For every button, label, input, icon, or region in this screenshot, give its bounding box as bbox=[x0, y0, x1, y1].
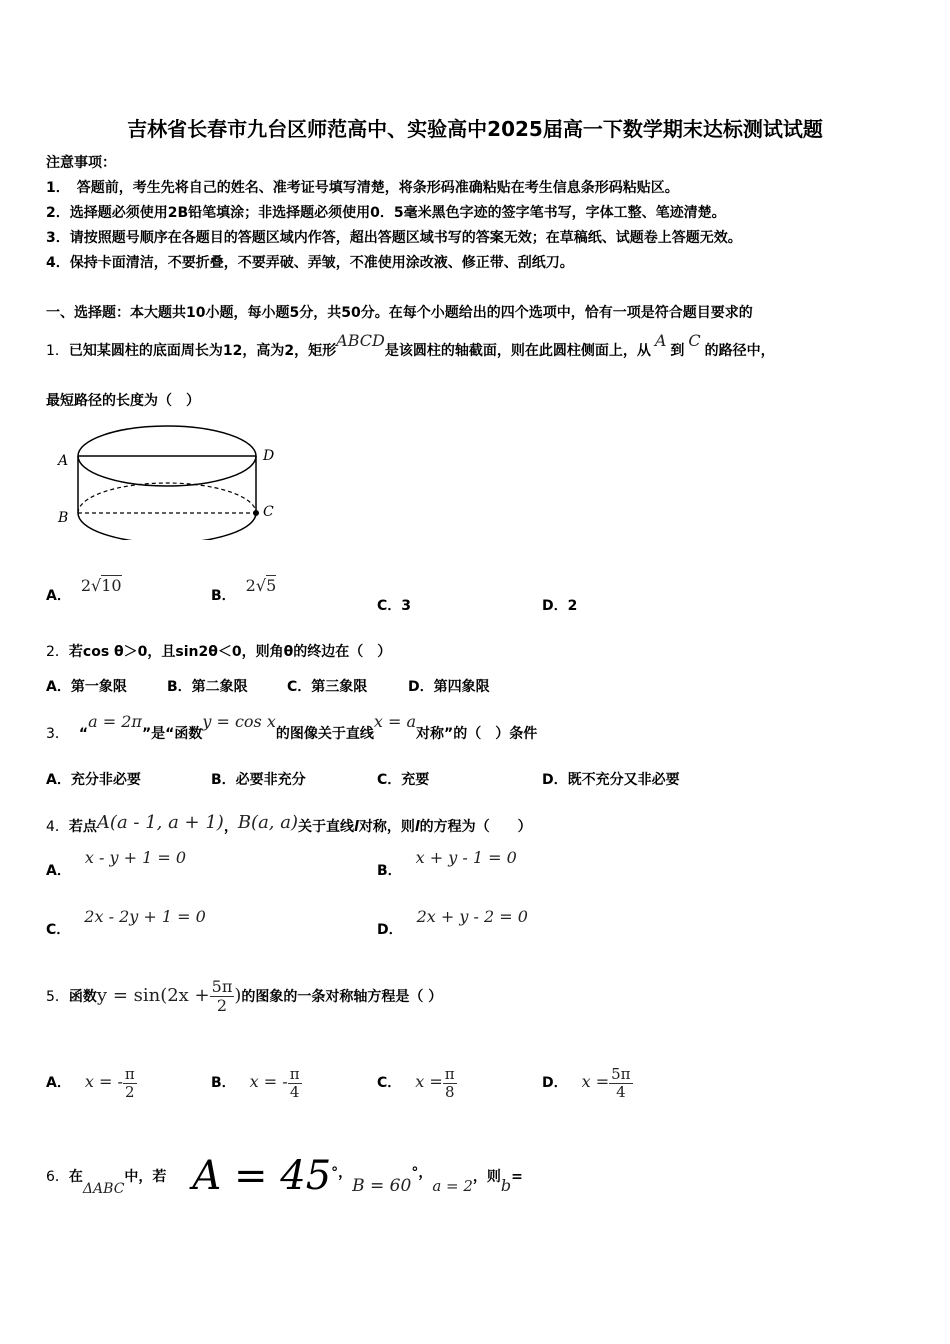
q6-math-angle-a: A = 45 bbox=[192, 1153, 332, 1199]
q3-text-3: 的图像关于直线 bbox=[275, 726, 374, 742]
q1-option-c[interactable]: C．3 bbox=[377, 598, 412, 614]
q1-option-d[interactable]: D．2 bbox=[542, 598, 578, 614]
q3-text-2: ”是“函数 bbox=[141, 726, 203, 742]
q1-line2: 最短路径的长度为（ ） bbox=[46, 393, 200, 409]
q3-option-c[interactable]: C．充要 bbox=[377, 772, 430, 788]
q5-stem bbox=[46, 978, 442, 1014]
q4-option-c-label: C． bbox=[46, 922, 71, 938]
q5-option-b-label: B． bbox=[211, 1075, 236, 1091]
q2-text: 若cos θ＞0，且sin2θ＜0，则角θ的终边在（ ） bbox=[68, 644, 392, 660]
q5-option-a[interactable]: A． x = - $\frac{\pi}{2}$ bbox=[46, 1065, 135, 1101]
q1-text-1: 已知某圆柱的底面周长为12，高为2，矩形 bbox=[68, 343, 337, 359]
q6-text-2: 中，若 bbox=[124, 1169, 167, 1185]
cylinder-bottom-back bbox=[78, 483, 256, 513]
q4-option-a-label: A． bbox=[46, 863, 71, 879]
q4-option-d-label: D． bbox=[377, 922, 403, 938]
q3-text-4: 对称”的（ ）条件 bbox=[416, 726, 538, 742]
q5-text-1: 函数 bbox=[68, 989, 97, 1006]
q4-option-b[interactable] bbox=[377, 848, 517, 880]
notice-heading: 注意事项： bbox=[46, 155, 116, 171]
q4-math-a: A(a - 1, a + 1) bbox=[96, 812, 224, 833]
q5-option-c-label: C． bbox=[377, 1075, 402, 1091]
q4-text-4: 对称，则 bbox=[358, 819, 415, 835]
notice-item-2: 2．选择题必须使用2B铅笔填涂；非选择题必须使用0．5毫米黑色字迹的签字笔书写，字体工整、笔迹清楚。 bbox=[46, 205, 726, 221]
q4-option-c[interactable] bbox=[46, 907, 206, 939]
q5-option-d[interactable]: D． x = $\frac{5\pi}{4}$ bbox=[542, 1065, 631, 1101]
q6-math-side-a: a = 2 bbox=[432, 1177, 473, 1195]
q3-option-d[interactable]: D．既不充分又非必要 bbox=[542, 772, 680, 788]
q4-text-1: 若点 bbox=[68, 819, 97, 835]
q2-number: 2． bbox=[46, 644, 69, 660]
q1-option-b-label: B． bbox=[211, 588, 236, 604]
q4-option-c-expr: 2x - 2y + 1 = 0 bbox=[84, 907, 206, 926]
q4-option-d[interactable] bbox=[377, 907, 528, 939]
q3-option-a[interactable]: A．充分非必要 bbox=[46, 772, 141, 788]
cylinder-figure bbox=[50, 420, 290, 540]
q6-number: 6． bbox=[46, 1169, 69, 1185]
q2-stem bbox=[46, 641, 391, 661]
q3-text-1: “ bbox=[78, 726, 89, 742]
q6-math-angle-b: B = 60 bbox=[352, 1176, 412, 1196]
q4-option-d-expr: 2x + y - 2 = 0 bbox=[416, 907, 528, 926]
q5-text-2: 的图象的一条对称轴方程是（ ） bbox=[241, 989, 443, 1006]
q1-math-abcd: ABCD bbox=[336, 331, 385, 350]
q4-number: 4． bbox=[46, 819, 69, 835]
label-c: C bbox=[263, 504, 274, 520]
q4-stem bbox=[46, 812, 532, 836]
notice-item-1: 1． 答题前，考生先将自己的姓名、准考证号填写清楚，将条形码准确粘贴在考生信息条形码粘贴区。 bbox=[46, 180, 679, 196]
q5-option-a-label: A． bbox=[46, 1075, 71, 1091]
q4-math-b: B(a, a) bbox=[237, 812, 299, 833]
label-d: D bbox=[263, 448, 275, 464]
q2-option-b[interactable]: B．第二象限 bbox=[167, 679, 248, 695]
sqrt-symbol: √ bbox=[91, 576, 102, 595]
q4-line-l: l bbox=[354, 819, 359, 835]
q1-math-a: A bbox=[654, 331, 667, 350]
q2-option-c[interactable]: C．第三象限 bbox=[287, 679, 368, 695]
q6-text-5: ，则 bbox=[472, 1169, 501, 1185]
sqrt-symbol: √ bbox=[255, 576, 267, 595]
cylinder-bottom-front bbox=[78, 513, 256, 540]
q1-option-a[interactable] bbox=[46, 576, 122, 605]
page-title: 吉林省长春市九台区师范高中、实验高中2025届高一下数学期末达标测试试题 bbox=[127, 117, 823, 141]
q5-option-b[interactable]: B． x = - $\frac{\pi}{4}$ bbox=[211, 1065, 300, 1101]
q1-text-2: 是该圆柱的轴截面，则在此圆柱侧面上，从 bbox=[384, 343, 651, 359]
q4-option-a[interactable] bbox=[46, 848, 186, 880]
label-b: B bbox=[58, 510, 69, 526]
q1-number: 1． bbox=[46, 343, 69, 359]
q4-option-a-expr: x - y + 1 = 0 bbox=[84, 848, 186, 867]
q6-text-3: °， bbox=[331, 1165, 353, 1181]
q2-option-a[interactable]: A．第一象限 bbox=[46, 679, 127, 695]
q4-text-3: 关于直线 bbox=[298, 819, 355, 835]
q4-text-2: ， bbox=[223, 819, 238, 835]
q5-option-d-label: D． bbox=[542, 1075, 568, 1091]
q5-number: 5． bbox=[46, 989, 69, 1006]
q4-option-b-expr: x + y - 1 = 0 bbox=[415, 848, 517, 867]
q5-math: y = sin(2x + $\frac{5\pi}{2}$ ) bbox=[96, 977, 242, 1015]
q3-math-3: x = a bbox=[373, 712, 417, 731]
q6-math-triangle: ΔABC bbox=[82, 1181, 125, 1197]
point-c-dot bbox=[253, 510, 259, 516]
label-a: A bbox=[58, 453, 69, 469]
q4-line-l-2: l bbox=[414, 819, 420, 835]
q6-math-b: b bbox=[500, 1176, 512, 1195]
q2-option-d[interactable]: D．第四象限 bbox=[408, 679, 490, 695]
section-heading: 一、选择题：本大题共10小题，每小题5分，共50分。在每个小题给出的四个选项中，恰有一项是符合题目要求的 bbox=[46, 305, 753, 321]
q6-text-1: 在 bbox=[68, 1169, 83, 1185]
q3-stem bbox=[46, 712, 538, 743]
notice-item-4: 4．保持卡面清洁，不要折叠，不要弄破、弄皱，不准使用涂改液、修正带、刮纸刀。 bbox=[46, 255, 574, 271]
q1-text-4: 的路径中， bbox=[704, 343, 775, 359]
q6-text-4: °， bbox=[411, 1165, 433, 1181]
q5-option-c[interactable]: C． x = $\frac{\pi}{8}$ bbox=[377, 1065, 455, 1101]
q3-option-b[interactable]: B．必要非充分 bbox=[211, 772, 306, 788]
q3-math-2: y = cos x bbox=[202, 712, 276, 731]
q1-text-3: 到 bbox=[670, 343, 685, 359]
q4-text-5: 的方程为（ ） bbox=[419, 819, 532, 835]
q3-number: 3． bbox=[46, 726, 69, 742]
q1-option-a-label: A． bbox=[46, 588, 71, 604]
q4-option-b-label: B． bbox=[377, 863, 402, 879]
q1-option-a-value: 2√10 bbox=[80, 576, 122, 595]
q1-option-b[interactable] bbox=[211, 576, 277, 605]
q1-line1 bbox=[46, 331, 775, 360]
notice-item-3: 3．请按照题号顺序在各题目的答题区域内作答，超出答题区域书写的答案无效；在草稿纸、试题卷上答题无效。 bbox=[46, 230, 742, 246]
q1-option-b-value: 2√5 bbox=[245, 576, 277, 595]
q6-text-6: = bbox=[511, 1169, 523, 1185]
q3-math-1: a = 2π bbox=[88, 712, 142, 731]
q6-stem bbox=[46, 1145, 523, 1199]
q1-math-c: C bbox=[688, 331, 701, 350]
